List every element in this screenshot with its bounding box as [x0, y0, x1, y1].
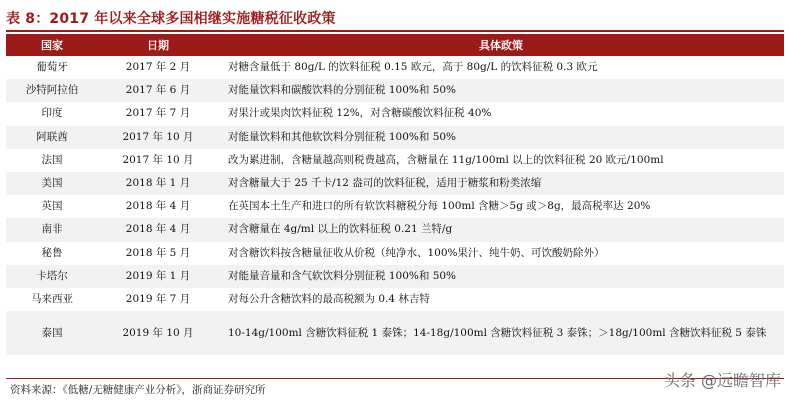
- cell-date: 2017 年 10 月: [98, 126, 218, 149]
- table-title: 表 8：2017 年以来全球多国相继实施糖税征收政策: [6, 11, 336, 27]
- table-row: [6, 79, 784, 102]
- table-row: [6, 149, 784, 172]
- table-row: [6, 218, 784, 241]
- cell-date: 2019 年 7 月: [125, 292, 191, 305]
- cell-date: 2018 年 4 月: [98, 218, 218, 241]
- cell-policy: 对能量饮料和碳酸饮料的分别征税 100%和 50%: [218, 79, 784, 102]
- cell-policy: 对能量音量和含气软饮料分别征税 100%和 50%: [218, 265, 784, 288]
- cell-country: 阿联酋: [6, 126, 98, 149]
- cell-country: 沙特阿拉伯: [6, 79, 98, 102]
- cell-policy: 对含糖饮料按含糖量征收从价税（纯净水、100%果汁、纯牛奶、可饮酸奶除外）: [228, 246, 605, 259]
- cell-date: 2019 年 10 月: [98, 311, 218, 355]
- table-row: [6, 242, 784, 265]
- table-row: [6, 288, 784, 311]
- cell-country: 美国: [6, 172, 98, 195]
- cell-date: 2017 年 7 月: [125, 107, 191, 120]
- cell-policy: 对能量饮料和其他软饮料分别征税 100%和 50%: [218, 126, 784, 149]
- cell-country: 马来西亚: [31, 292, 73, 305]
- cell-date: 2018 年 4 月: [125, 200, 191, 213]
- cell-policy: 改为累进制，含糖量越高则税费越高，含糖量在 11g/100ml 以上的饮料征税 20 欧元/100ml: [228, 153, 664, 166]
- cell-policy: 对果汁或果肉饮料征税 12%，对含糖碳酸饮料征税 40%: [228, 107, 492, 120]
- cell-policy: 对含糖量大于 25 千卡/12 盎司的饮料征税，适用于糖浆和粉类浓缩: [218, 172, 784, 195]
- cell-policy: 10-14g/100ml 含糖饮料征税 1 泰铢；14-18g/100ml 含糖饮料征税 3 泰铢；＞18g/100ml 含糖饮料征税 5 泰铢: [218, 311, 784, 355]
- cell-policy: 在英国本土生产和进口的所有软饮料糖税分每 100ml 含糖＞5g 或＞8g，最高税率达 20%: [228, 200, 651, 213]
- cell-date: 2017 年 10 月: [122, 153, 194, 166]
- table-row: [6, 265, 784, 288]
- cell-country: 英国: [41, 200, 63, 213]
- cell-country: 南非: [6, 218, 98, 241]
- source-note: 资料来源：《低糖/无糖健康产业分析》，浙商证券研究所: [10, 384, 266, 396]
- cell-date: 2019 年 1 月: [98, 265, 218, 288]
- cell-country: 葡萄牙: [36, 61, 68, 74]
- watermark: 头条 @远瞻智库: [663, 371, 781, 390]
- cell-country: 泰国: [6, 311, 98, 355]
- cell-policy: 对每公升含糖饮料的最高税额为 0.4 林吉特: [228, 292, 430, 305]
- title-divider: [6, 30, 784, 32]
- table-row: [6, 102, 784, 125]
- table-row: [6, 311, 784, 355]
- cell-country: 秘鲁: [41, 246, 63, 259]
- policy-table: [6, 34, 784, 355]
- cell-date: 2018 年 1 月: [98, 172, 218, 195]
- table-header-row: [6, 34, 784, 56]
- cell-country: 法国: [41, 153, 63, 166]
- table-row: [6, 56, 784, 79]
- table-row: [6, 195, 784, 218]
- cell-policy: 对含糖量在 4g/ml 以上的饮料征税 0.21 兰特/g: [218, 218, 784, 241]
- cell-date: 2017 年 6 月: [98, 79, 218, 102]
- cell-country: 卡塔尔: [6, 265, 98, 288]
- table-row: [6, 126, 784, 149]
- cell-country: 印度: [41, 107, 63, 120]
- header-policy: 具体政策: [218, 34, 784, 56]
- table-row: [6, 172, 784, 195]
- header-country: 国家: [6, 34, 98, 56]
- header-date: 日期: [98, 34, 218, 56]
- cell-date: 2018 年 5 月: [125, 246, 191, 259]
- cell-policy: 对糖含量低于 80g/L 的饮料征税 0.15 欧元，高于 80g/L 的饮料征税 0.3 欧元: [228, 61, 598, 74]
- cell-date: 2017 年 2 月: [125, 61, 191, 74]
